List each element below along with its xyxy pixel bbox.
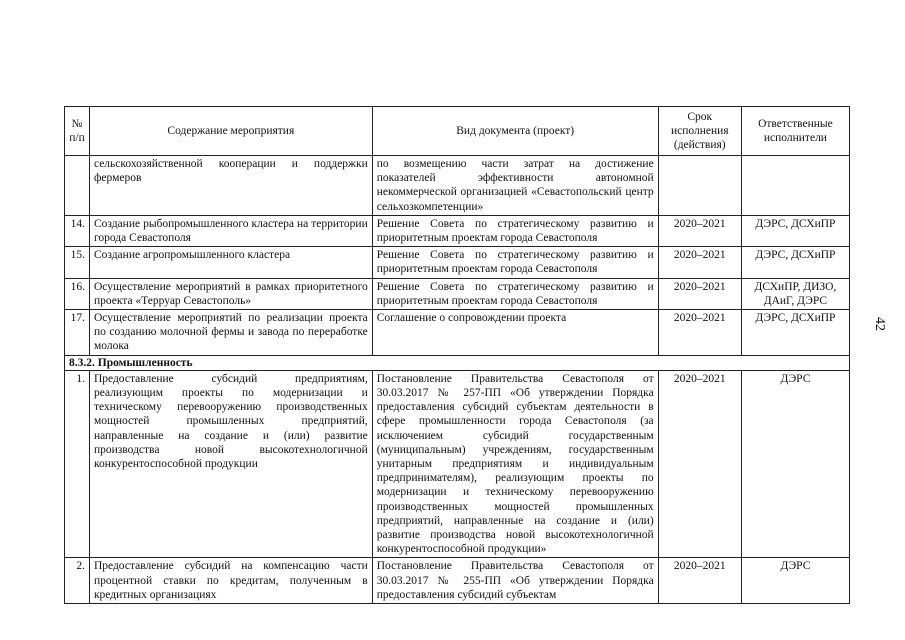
row-num: 16. (65, 278, 90, 309)
row-doc: Постановление Правительства Севастополя от 30.03.2017 № 257-ПП «Об утверждении Порядка предоставления субсидий субъектам деятельности в сфере промышленности города Севастополя (за исключением субсидий государственным (муниципальным) учреждениям, государственным унитарным предприятиям и индивидуальным предпринимателям), реализующим проекты по модернизации и техническому перевооружению производственных мощностей промышленных предприятий, направленные на создание и (или) развитие производства новой высокотехнологичной конкурентоспособной продукции» (372, 370, 658, 558)
row-content: Предоставление субсидий на компенсацию части процентной ставки по кредитам, полученным в кредитных организациях (89, 558, 372, 604)
table-row (65, 247, 850, 278)
row-content: сельскохозяйственной кооперации и поддержки фермеров (89, 156, 372, 216)
section-title: 8.3.2. Промышленность (65, 355, 850, 370)
header-term: Срок исполнения (действия) (658, 107, 741, 156)
row-term: 2020–2021 (658, 247, 741, 278)
row-doc: Решение Совета по стратегическому развитию и приоритетным проектам города Севастополя (372, 247, 658, 278)
row-resp: ДЭРС, ДСХиПР (741, 247, 849, 278)
table-row (65, 156, 850, 216)
row-resp: ДЭРС, ДСХиПР (741, 215, 849, 246)
row-resp: ДЭРС (741, 370, 849, 558)
row-resp: ДСХиПР, ДИЗО, ДАиГ, ДЭРС (741, 278, 849, 309)
header-doc: Вид документа (проект) (372, 107, 658, 156)
row-doc: Решение Совета по стратегическому развитию и приоритетным проектам города Севастополя (372, 278, 658, 309)
row-num: 17. (65, 310, 90, 356)
row-content: Создание рыбопромышленного кластера на территории города Севастополя (89, 215, 372, 246)
row-num: 1. (65, 370, 90, 558)
row-term: 2020–2021 (658, 215, 741, 246)
table-row (65, 558, 850, 604)
row-content: Осуществление мероприятий по реализации проекта по созданию молочной фермы и завода по переработке молока (89, 310, 372, 356)
row-num (65, 156, 90, 216)
table-header-row (65, 107, 850, 156)
row-term: 2020–2021 (658, 310, 741, 356)
table-row (65, 215, 850, 246)
row-num: 14. (65, 215, 90, 246)
row-resp: ДЭРС (741, 558, 849, 604)
row-doc: Соглашение о сопровождении проекта (372, 310, 658, 356)
row-term: 2020–2021 (658, 278, 741, 309)
header-resp: Ответственные исполнители (741, 107, 849, 156)
section-row (65, 355, 850, 370)
row-term (658, 156, 741, 216)
row-doc: Постановление Правительства Севастополя от 30.03.2017 № 255-ПП «Об утверждении Порядка предоставления субсидий субъектам (372, 558, 658, 604)
table-row (65, 278, 850, 309)
header-content: Содержание мероприятия (89, 107, 372, 156)
row-doc: Решение Совета по стратегическому развитию и приоритетным проектам города Севастополя (372, 215, 658, 246)
row-content: Осуществление мероприятий в рамках приоритетного проекта «Терруар Севастополь» (89, 278, 372, 309)
measures-table (64, 106, 850, 604)
header-num: № п/п (65, 107, 90, 156)
page-number: 42 (872, 317, 887, 331)
table-row (65, 310, 850, 356)
row-term: 2020–2021 (658, 370, 741, 558)
row-num: 15. (65, 247, 90, 278)
row-num: 2. (65, 558, 90, 604)
row-term: 2020–2021 (658, 558, 741, 604)
row-content: Создание агропромышленного кластера (89, 247, 372, 278)
row-doc: по возмещению части затрат на достижение показателей эффективности автономной некоммерческой организацией «Севастопольский центр сельхозкомпетенции» (372, 156, 658, 216)
row-resp (741, 156, 849, 216)
row-content: Предоставление субсидий предприятиям, реализующим проекты по модернизации и техническому перевооружению производственных мощностей промышленных предприятий, направленные на создание и (или) развитие производства новой высокотехнологичной конкурентоспособной продукции (89, 370, 372, 558)
row-resp: ДЭРС, ДСХиПР (741, 310, 849, 356)
table-row (65, 370, 850, 558)
